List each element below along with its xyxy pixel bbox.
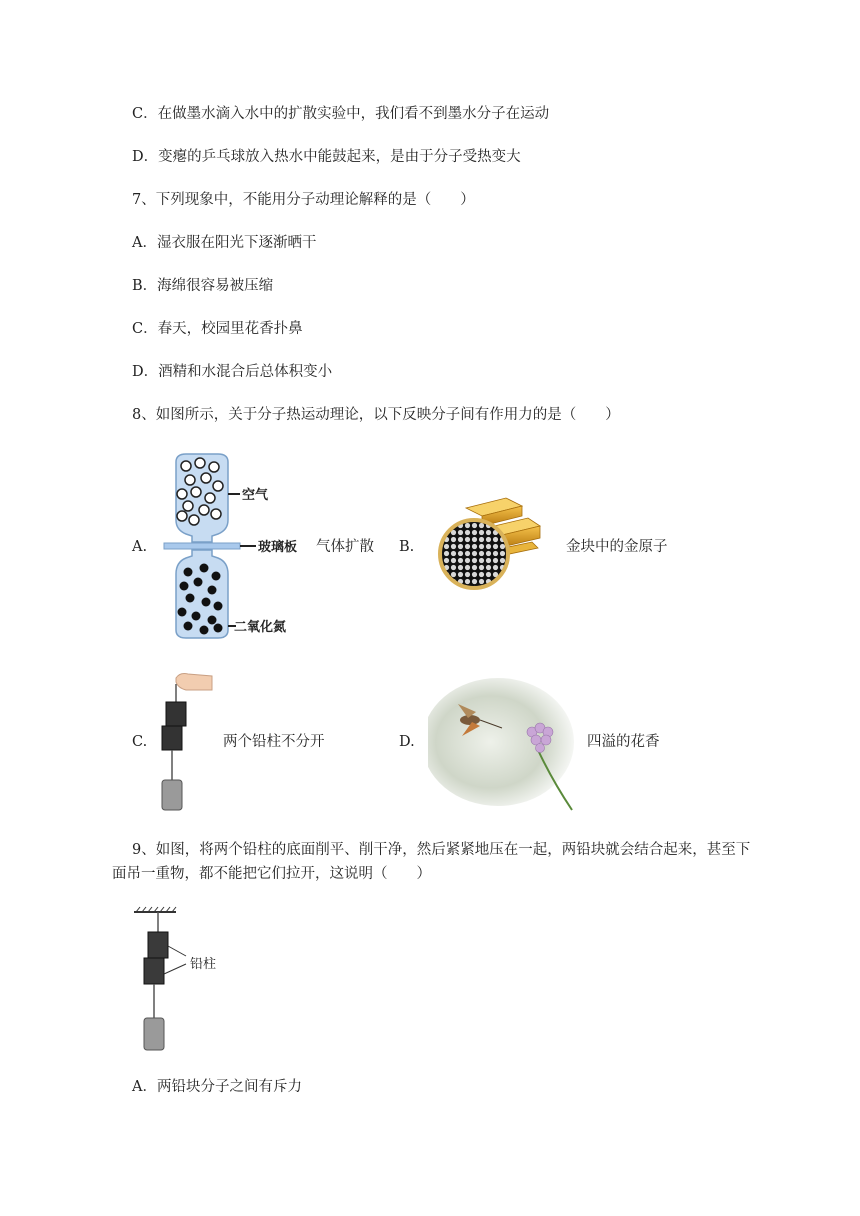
option-6d: D．变瘪的乒乓球放入热水中能鼓起来，是由于分子受热变大 [132, 149, 521, 165]
label-no2: 二氧化氮 [234, 620, 287, 635]
question-8: 8、如图所示，关于分子热运动理论，以下反映分子间有作用力的是（ ） [132, 407, 620, 423]
option-8d-caption: 四溢的花香 [587, 734, 660, 750]
lead-cylinders-hand-figure [156, 670, 216, 814]
gas-diffusion-figure [160, 450, 310, 644]
label-air: 空气 [242, 488, 269, 503]
option-7b: B．海绵很容易被压缩 [132, 278, 274, 294]
question-7: 7、下列现象中，不能用分子动理论解释的是（ ） [132, 192, 475, 208]
option-8a-caption: 气体扩散 [316, 539, 374, 555]
label-glass: 玻璃板 [258, 540, 298, 555]
gold-atoms-figure [436, 494, 546, 598]
option-7a: A．湿衣服在阳光下逐渐晒干 [132, 235, 317, 251]
lead-cylinders-figure [130, 906, 240, 1056]
option-7d: D．酒精和水混合后总体积变小 [132, 364, 333, 380]
option-9a: A．两铅块分子之间有斥力 [132, 1079, 302, 1095]
question-9-line1: 9、如图，将两个铅柱的底面削平、削干净，然后紧紧地压在一起，两铅块就会结合起来，甚至下 [132, 842, 751, 858]
option-8b-letter: B. [399, 539, 415, 555]
option-6c: C．在做墨水滴入水中的扩散实验中，我们看不到墨水分子在运动 [132, 106, 550, 122]
option-8d-letter: D. [399, 734, 415, 750]
flower-moth-figure [428, 676, 588, 814]
option-8c-caption: 两个铅柱不分开 [223, 734, 325, 750]
option-8c-letter: C. [132, 734, 148, 750]
question-9-line2: 面吊一重物，都不能把它们拉开，这说明（ ） [112, 866, 431, 882]
option-7c: C．春天，校园里花香扑鼻 [132, 321, 303, 337]
label-lead-cylinder: 铅柱 [190, 957, 217, 972]
option-8b-caption: 金块中的金原子 [566, 539, 668, 555]
option-8a-letter: A. [132, 539, 148, 555]
